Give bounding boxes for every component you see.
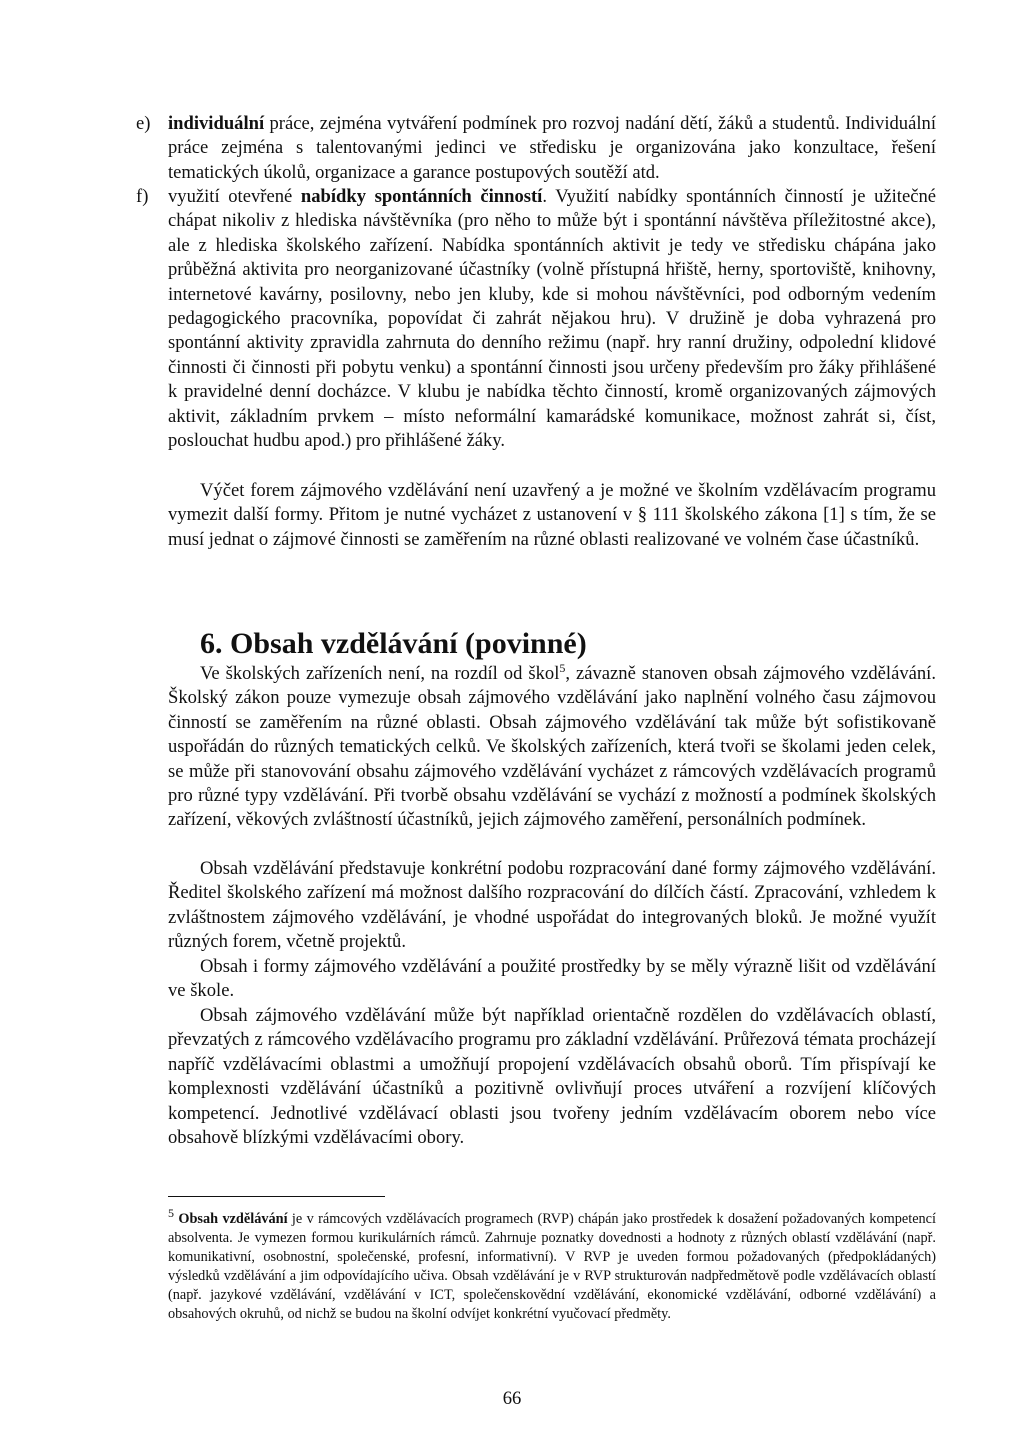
section-paragraph-2: Obsah vzdělávání představuje konkrétní podobu rozpracování dané formy zájmového vzdělávání. Ředitel školského zařízení má možnost dalšího rozpracování do dílčích částí. Zpracování, vzhledem k zvláštnostem zájmového vzdělávání, je vhodné uspořádat do integrovaných bloků. Je možné využít různých forem, včetně projektů. [168, 858, 936, 953]
page-number: 66 [502, 1388, 522, 1409]
section-paragraph-1-rest: , závazně stanoven obsah zájmového vzdělávání. Školský zákon pouze vymezuje obsah zájmového vzdělávání jako naplnění volného času zájmovou činností se zaměřením na různé oblasti. Obsah zájmového vzdělávání tak může být sofistikovaně uspořádán do různých tematických celků. Ve školských zařízeních, která tvoři se školami jeden celek, se může při stanovování obsahu zájmového vzdělávání vycházet z rámcových vzdělávacích programů pro různé typy vzdělávání. Při tvorbě obsahu vzdělávání se vychází z možností a podmínek školských zařízení, věkových zvláštností účastníků, jejich zájmového zaměření, personálních podmínek. [168, 663, 936, 831]
list-item-f-pre: využití otevřené [168, 186, 301, 207]
section-paragraph-4: Obsah zájmového vzdělávání může být například orientačně rozdělen do vzdělávacích oblastí, převzatých z rámcového vzdělávacího programu pro základní vzdělávání. Průřezová témata procházejí napříč vzdělávacími oblastmi a umožňují propojení vzdělávacích obsahů oborů. Tím přispívají ke komplexnosti vzdělávání účastníků a pozitivně ovlivňují proces utváření a rozvíjení klíčových kompetencí. Jednotlivé vzdělávací oblasti jsou tvořeny jedním vzdělávacím oborem nebo více obsahově blízkými vzdělávacími obory. [168, 1005, 936, 1149]
footnote-term: Obsah vzdělávání [178, 1211, 288, 1227]
section-paragraph-1-start: Ve školských zařízeních není, na rozdíl od škol [200, 663, 560, 684]
footnote-number: 5 [168, 1206, 174, 1221]
list-marker-e: e) [136, 113, 151, 134]
closing-paragraph: Výčet forem zájmového vzdělávání není uzavřený a je možné ve školním vzdělávacím programu vymezit další formy. Přitom je nutné vycházet z ustanovení v § 111 školského zákona [1] s tím, že se musí jednat o zájmové činnosti se zaměřením na různé oblasti realizované ve volném čase účastníků. [168, 480, 936, 550]
section-paragraph-1 [168, 662, 936, 833]
list-item-f-term: nabídky spontánních činností [300, 186, 543, 207]
list-item-f-body [168, 185, 936, 453]
list-item-e-body [168, 112, 936, 185]
list-item-f [136, 185, 936, 453]
list-item-e [136, 112, 936, 185]
section-paragraph-3: Obsah i formy zájmového vzdělávání a použité prostředky by se měly výrazně lišit od vzdělávání ve škole. [168, 956, 936, 1002]
list-marker-f: f) [136, 186, 149, 207]
footnote-reference: 5 [559, 660, 566, 675]
section-heading: 6. Obsah vzdělávání (povinné) [200, 627, 587, 660]
footnote-separator [168, 1196, 385, 1197]
list-item-e-term: individuální [168, 113, 265, 134]
list-item-e-text: práce, zejména vytváření podmínek pro rozvoj nadání dětí, žáků a studentů. Individuální práce zejména s talentovanými jedinci ve středisku je organizována jako konzultace, řešení tematických úkolů, organizace a garance postupových soutěží atd. [168, 113, 936, 183]
footnote-text: je v rámcových vzdělávacích programech (RVP) chápán jako prostředek k dosažení požadovaných kompetencí absolventa. Je vymezen formou kurikulárních rámců. Zahrnuje poznatky dovednosti a hodnoty z různých oblastí vzdělávání (např. komunikativní, osobnostní, společenské, profesní, informativní). V RVP je uveden formou požadovaných (předpokládaných) výsledků vzdělávání a jim odpovídajícího učiva. Obsah vzdělávání je v RVP strukturován nadpředmětově podle vzdělávacích oblastí (např. jazykové vzdělávání, vzdělávání v ICT, společenskovědní vzdělávání, ekonomické vzdělávání, odborné vzdělávání) a obsahových okruhů, od nichž se budou na školní odvíjet konkrétní vyučovací předměty. [168, 1211, 937, 1322]
list-item-f-text: . Využití nabídky spontánních činností je užitečné chápat nikoliv z hlediska návštěvníka (pro něho to může být i spontánní návštěva příležitostné akce), ale z hlediska školského zařízení. Nabídka spontánních aktivit je tedy ve středisku chápána jako průběžná aktivita pro neorganizované účastníky (volně přístupná hřiště, herny, sportoviště, knihovny, internetové kavárny, posilovny, nebo jen kluby, kde si mohou návštěvníci, pod odborným vedením pedagogického pracovníka, popovídat či zahrát nějakou hru). V družině je doba vyhrazená pro spontánní aktivity zpravidla zahrnuta do denního režimu (např. hry ranní družiny, odpolední klidové činnosti či činnosti při pobytu venku) a spontánní činnosti jsou určeny především pro žáky přihlášené k pravidelné denní docházce. V klubu je nabídka těchto činností, kromě organizovaných zájmových aktivit, základním prvkem – místo neformální kamarádské komunikace, možnost zahrát si, číst, poslouchat hudbu apod.) pro přihlášené žáky. [168, 186, 937, 452]
footnote [168, 1206, 937, 1324]
